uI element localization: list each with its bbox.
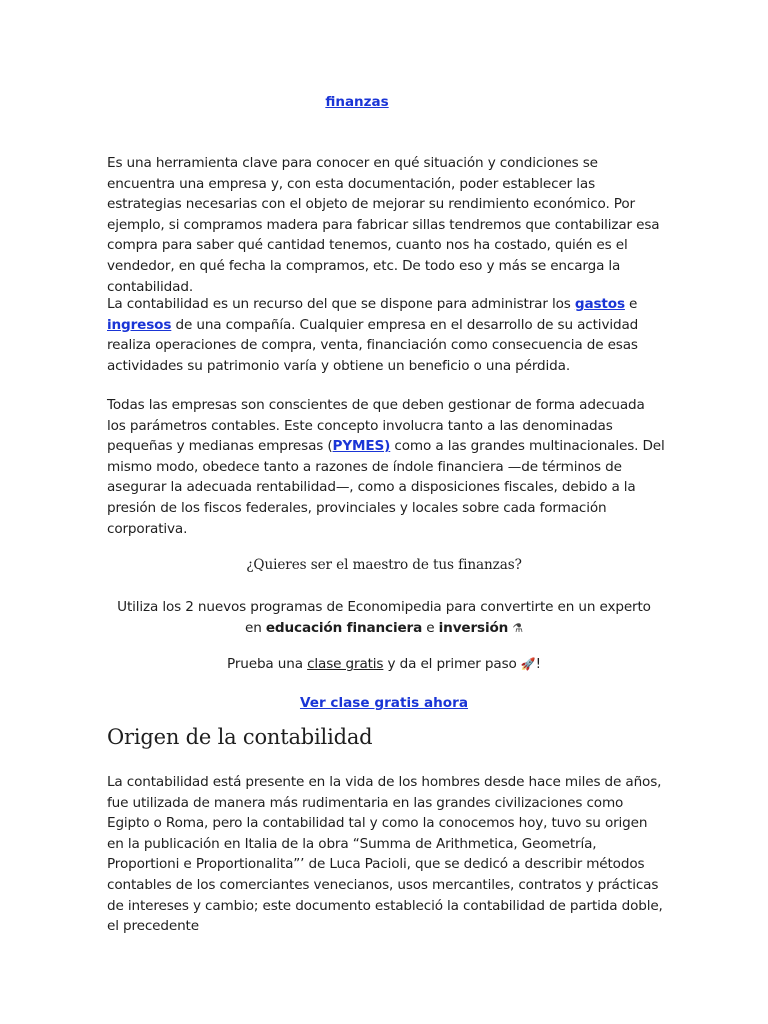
ingresos-link[interactable]: ingresos [107, 316, 172, 333]
promo-text: e [422, 619, 439, 636]
flask-icon: ⚗ [512, 620, 523, 635]
paragraph-text: La contabilidad es un recurso del que se dispone para administrar los [107, 296, 575, 312]
paragraph-text: de una compañía. Cualquier empresa en el desarrollo de su actividad realiza operaciones de compra, venta, financiación como consecuencia de esas actividades su patrimonio varía y obtiene un beneficio o una pérdida. [107, 316, 639, 374]
pymes-link[interactable]: PYMES) [332, 438, 391, 455]
rocket-icon: 🚀 [520, 657, 536, 671]
paragraph-origen: La contabilidad está presente en la vida de los hombres desde hace miles de años, fue utilizada de manera más rudimentaria en las grandes civilizaciones como Egipto o Roma, pero la contabilidad tal y como la conocemos hoy, tuvo su origen en la publicación en Italia de la obra “Summa de Arithmetica, Geometría, Proportioni e Proportionalita”’ de Luca Pacioli, que se dedicó a describir métodos contables de los comerciantes venecianos, usos mercantiles, contratos y prácticas de intereses y cambio; este documento estableció la contabilidad de partida doble, el precedente [107, 774, 663, 935]
promo-description [0, 597, 768, 638]
investment-label: inversión [438, 619, 509, 636]
cta-container [0, 695, 768, 711]
promo-try [0, 656, 768, 672]
promo-text: y da el primer paso [383, 656, 521, 672]
paragraph-text: como a las grandes multinacionales. Del mismo modo, obedece tanto a razones de índole financiera —de términos de asegurar la adecuada rentabilidad—, como a disposiciones fiscales, debido a la presión de los fiscos federales, provinciales y locales sobre cada formación corporativa. [107, 438, 665, 537]
promo-line-2 [0, 618, 768, 639]
paragraph-text: e [624, 296, 638, 312]
promo-text: ! [535, 656, 541, 672]
paragraph-text: Todas las empresas son conscientes de que deben gestionar de forma adecuada los parámetros contables. Este concepto involucra tanto a las denominadas pequeñas y medianas empresas ( [107, 397, 645, 455]
paragraph-recurso [107, 294, 667, 376]
section-heading: Origen de la contabilidad [107, 725, 373, 749]
gastos-link[interactable]: gastos [574, 296, 625, 312]
promo-line-1: Utiliza los 2 nuevos programas de Economipedia para convertirte en un experto [117, 599, 651, 615]
paragraph-intro: Es una herramienta clave para conocer en qué situación y condiciones se encuentra una empresa y, con esta documentación, poder establecer las estrategias necesarias con el objeto de mejorar su rendimiento económico. Por ejemplo, si compramos madera para fabricar sillas tendremos que contabilizar esa compra para saber qué cantidad tenemos, cuanto nos ha costado, quién es el vendedor, en qué fecha la compramos, etc. De todo eso y más se encarga la contabilidad. [107, 155, 660, 295]
ver-clase-gratis-link[interactable]: Ver clase gratis ahora [299, 695, 469, 711]
top-link-container [0, 94, 714, 110]
paragraph-empresas [107, 395, 667, 539]
promo-text: en [245, 619, 266, 636]
finanzas-link[interactable]: finanzas [325, 94, 389, 110]
clase-gratis-link[interactable]: clase gratis [307, 656, 384, 672]
promo-text: Prueba una [227, 656, 308, 672]
education-label: educación financiera [265, 619, 423, 636]
promo-question: ¿Quieres ser el maestro de tus finanzas? [246, 557, 522, 573]
